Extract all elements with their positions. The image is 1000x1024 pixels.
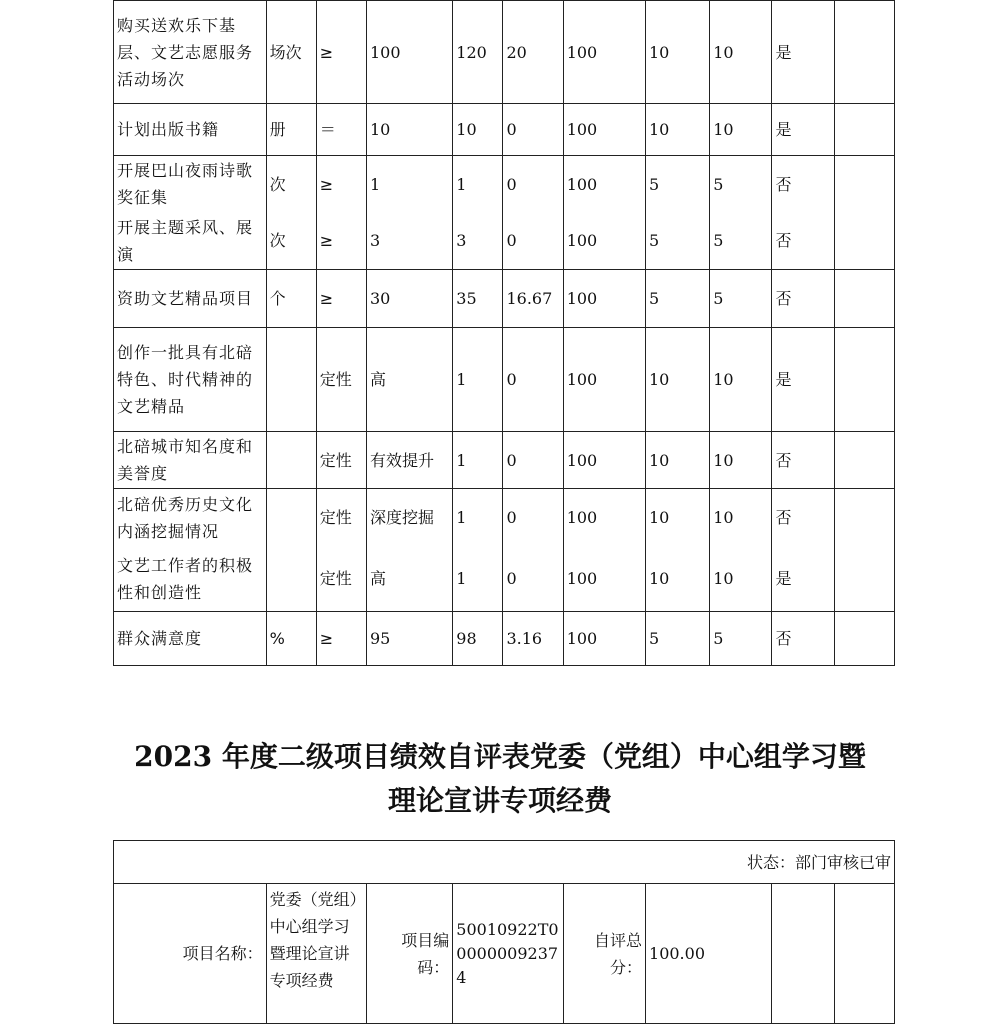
table-cell: 0 xyxy=(503,547,563,612)
table-row xyxy=(114,104,895,156)
self-score-label: 自评总分： xyxy=(563,884,645,1024)
table-cell: 购买送欢乐下基层、文艺志愿服务活动场次 xyxy=(114,1,267,104)
table-cell: 100 xyxy=(563,328,645,432)
table-cell: 深度挖掘 xyxy=(366,489,452,547)
table-cell: 是 xyxy=(772,547,834,612)
table-cell xyxy=(834,612,894,666)
table-cell: 120 xyxy=(453,1,503,104)
table-cell xyxy=(266,547,316,612)
table-cell: 资助文艺精品项目 xyxy=(114,270,267,328)
table-cell: 95 xyxy=(366,612,452,666)
table-cell xyxy=(834,489,894,547)
table-cell: 高 xyxy=(366,547,452,612)
table-cell xyxy=(834,432,894,489)
table-cell: 5 xyxy=(710,156,772,213)
table-cell xyxy=(834,547,894,612)
table-cell: 1 xyxy=(453,328,503,432)
table-cell: 开展主题采风、展演 xyxy=(114,213,267,270)
table-cell xyxy=(834,1,894,104)
table-cell xyxy=(834,156,894,213)
table-cell: 1 xyxy=(453,156,503,213)
table-cell: 10 xyxy=(646,328,710,432)
table-row xyxy=(114,612,895,666)
table-cell: 10 xyxy=(646,104,710,156)
table-row xyxy=(114,328,895,432)
table-row xyxy=(114,270,895,328)
table-row xyxy=(114,213,895,270)
table-cell: 98 xyxy=(453,612,503,666)
table-row xyxy=(114,1,895,104)
table-cell: 册 xyxy=(266,104,316,156)
table-cell: 10 xyxy=(646,432,710,489)
project-info-table xyxy=(113,840,895,1024)
table-cell: 10 xyxy=(710,547,772,612)
table-cell: ≥ xyxy=(316,156,366,213)
table-cell: 10 xyxy=(646,489,710,547)
table-cell: 100 xyxy=(366,1,452,104)
project-name-label: 项目名称： xyxy=(114,884,267,1024)
table-cell: 3 xyxy=(366,213,452,270)
table-cell: 1 xyxy=(453,432,503,489)
table-row xyxy=(114,489,895,547)
table-cell: 场次 xyxy=(266,1,316,104)
table-cell: 定性 xyxy=(316,328,366,432)
table-cell: 计划出版书籍 xyxy=(114,104,267,156)
table-cell: % xyxy=(266,612,316,666)
table-cell: 5 xyxy=(646,612,710,666)
table-cell: ≥ xyxy=(316,612,366,666)
empty-cell xyxy=(834,884,894,1024)
table-cell xyxy=(266,328,316,432)
table-cell: 5 xyxy=(646,156,710,213)
table-cell: 高 xyxy=(366,328,452,432)
table-cell: 文艺工作者的积极性和创造性 xyxy=(114,547,267,612)
table-cell: 是 xyxy=(772,328,834,432)
table-cell: 1 xyxy=(366,156,452,213)
table-cell: 20 xyxy=(503,1,563,104)
table-cell: 3.16 xyxy=(503,612,563,666)
table-cell xyxy=(266,432,316,489)
table-cell: 否 xyxy=(772,270,834,328)
table-cell: 个 xyxy=(266,270,316,328)
indicator-table xyxy=(113,0,895,666)
table-cell: 否 xyxy=(772,612,834,666)
table-cell: 100 xyxy=(563,432,645,489)
table-row xyxy=(114,156,895,213)
table-cell: 1 xyxy=(453,489,503,547)
table-cell: 0 xyxy=(503,432,563,489)
table-cell xyxy=(266,489,316,547)
table-cell: 10 xyxy=(710,104,772,156)
table-cell: 群众满意度 xyxy=(114,612,267,666)
table-cell: 10 xyxy=(710,432,772,489)
page-title-line2: 理论宣讲专项经费 xyxy=(387,784,612,817)
table-cell: 10 xyxy=(366,104,452,156)
table-cell: 是 xyxy=(772,104,834,156)
table-cell: 10 xyxy=(710,489,772,547)
table-cell: 否 xyxy=(772,213,834,270)
table-cell: 10 xyxy=(646,1,710,104)
table-cell: 3 xyxy=(453,213,503,270)
table-cell: 5 xyxy=(710,612,772,666)
table-cell xyxy=(834,328,894,432)
table-cell: 否 xyxy=(772,156,834,213)
table-cell: 定性 xyxy=(316,547,366,612)
table-cell: 5 xyxy=(710,213,772,270)
table-cell: 10 xyxy=(710,328,772,432)
page-title-line1: 2023 年度二级项目绩效自评表党委（党组）中心组学习暨 xyxy=(134,740,866,773)
table-cell: 定性 xyxy=(316,432,366,489)
table-cell: 否 xyxy=(772,489,834,547)
table-cell: 30 xyxy=(366,270,452,328)
table-cell xyxy=(834,213,894,270)
table-cell: 10 xyxy=(710,1,772,104)
table-cell: 0 xyxy=(503,328,563,432)
project-code-value: 50010922T000000092374 xyxy=(453,884,563,1024)
table-cell: 北碚城市知名度和美誉度 xyxy=(114,432,267,489)
table-cell: 0 xyxy=(503,489,563,547)
table-cell: 10 xyxy=(646,547,710,612)
table-cell: 100 xyxy=(563,270,645,328)
table-cell xyxy=(834,104,894,156)
table-cell: 35 xyxy=(453,270,503,328)
table-cell: 0 xyxy=(503,213,563,270)
table-cell: ≥ xyxy=(316,1,366,104)
table-row xyxy=(114,547,895,612)
status-text: 状态：部门审核已审 xyxy=(114,841,895,884)
table-cell: 1 xyxy=(453,547,503,612)
table-row xyxy=(114,432,895,489)
table-cell: 北碚优秀历史文化内涵挖掘情况 xyxy=(114,489,267,547)
table-cell: 5 xyxy=(646,213,710,270)
table-cell: 100 xyxy=(563,547,645,612)
project-code-label: 项目编码： xyxy=(366,884,452,1024)
table-cell: 0 xyxy=(503,156,563,213)
table-cell: ≥ xyxy=(316,213,366,270)
table-cell: 5 xyxy=(646,270,710,328)
project-name-value: 党委（党组）中心组学习暨理论宣讲专项经费 xyxy=(266,884,366,1024)
table-cell: 创作一批具有北碚特色、时代精神的文艺精品 xyxy=(114,328,267,432)
table-cell: 100 xyxy=(563,156,645,213)
table-cell: ＝ xyxy=(316,104,366,156)
table-cell: 否 xyxy=(772,432,834,489)
table-cell: 有效提升 xyxy=(366,432,452,489)
table-cell: 100 xyxy=(563,489,645,547)
table-cell: ≥ xyxy=(316,270,366,328)
table-cell: 开展巴山夜雨诗歌奖征集 xyxy=(114,156,267,213)
table-cell: 0 xyxy=(503,104,563,156)
table-cell: 定性 xyxy=(316,489,366,547)
table-cell: 10 xyxy=(453,104,503,156)
table-cell xyxy=(834,270,894,328)
self-score-value: 100.00 xyxy=(646,884,772,1024)
table-cell: 是 xyxy=(772,1,834,104)
table-cell: 16.67 xyxy=(503,270,563,328)
table-cell: 5 xyxy=(710,270,772,328)
table-cell: 次 xyxy=(266,213,316,270)
empty-cell xyxy=(772,884,834,1024)
table-cell: 次 xyxy=(266,156,316,213)
table-cell: 100 xyxy=(563,104,645,156)
table-cell: 100 xyxy=(563,1,645,104)
table-cell: 100 xyxy=(563,612,645,666)
table-cell: 100 xyxy=(563,213,645,270)
